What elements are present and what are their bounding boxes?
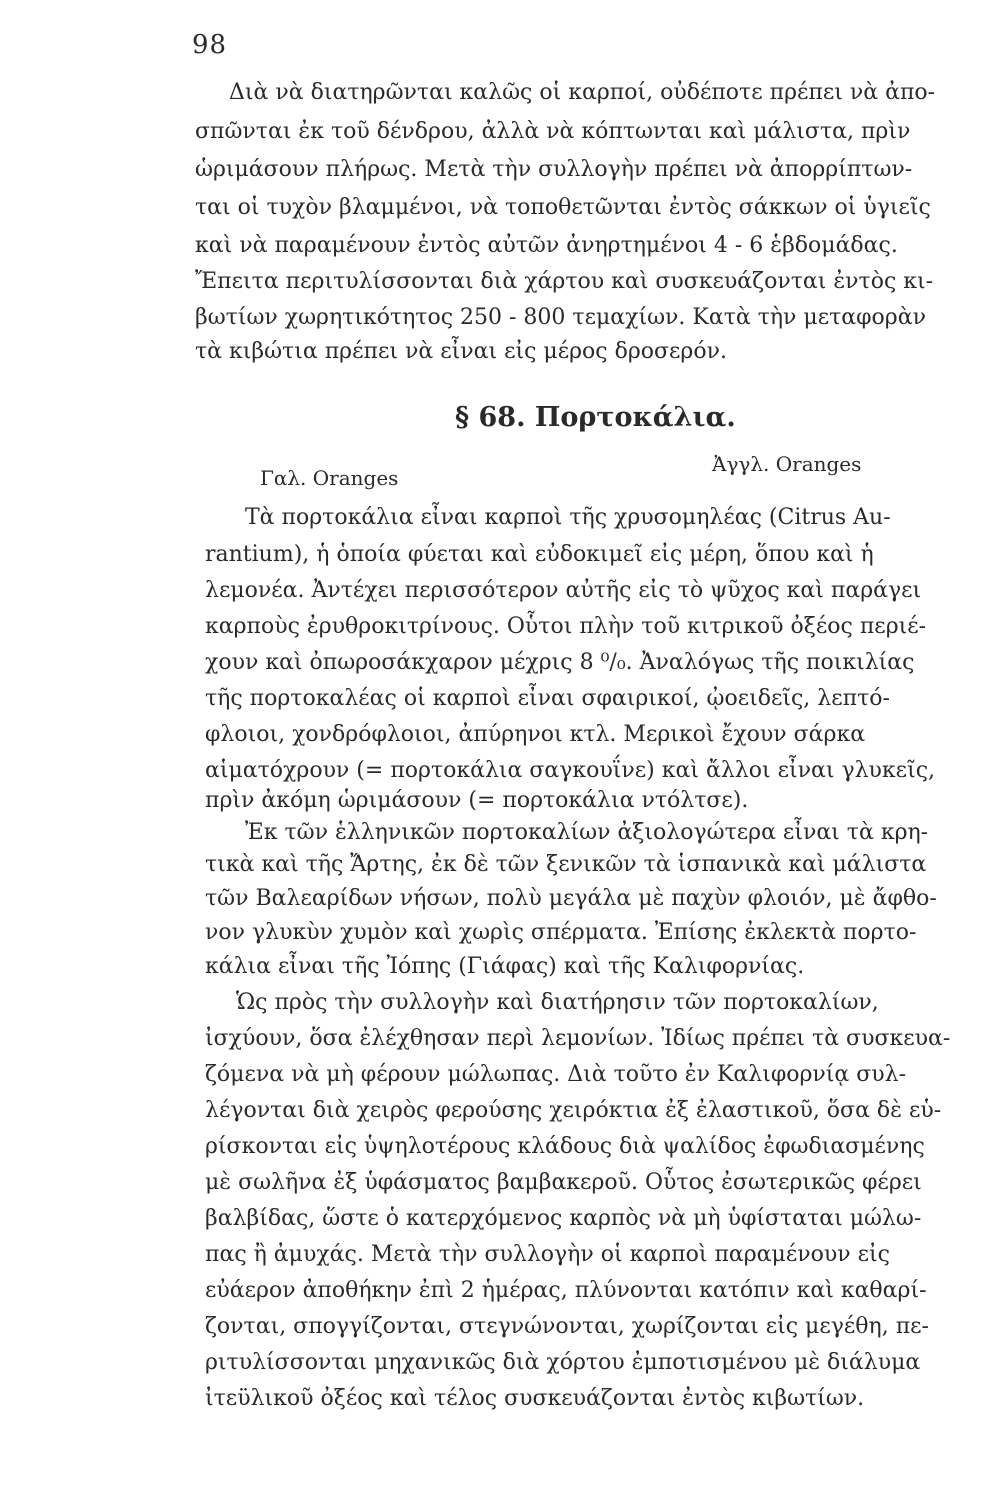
text-line: ριτυλίσσονται μηχανικῶς διὰ χόρτου ἐμποτισμένου μὲ διάλυμα (205, 1350, 921, 1375)
text-line: τῆς πορτοκαλέας οἱ καρποὶ εἶναι σφαιρικοί, ᾠοειδεῖς, λεπτό- (205, 686, 890, 711)
text-line: ζονται, σπογγίζονται, στεγνώνονται, χωρίζονται εἰς μεγέθη, πε- (205, 1314, 929, 1339)
page-number: 98 (192, 30, 228, 60)
text-line: καὶ νὰ παραμένουν ἐντὸς αὐτῶν ἀνηρτημένοι 4 - 6 ἑβδομάδας. (195, 233, 898, 258)
text-line: ἰσχύουν, ὅσα ἐλέχθησαν περὶ λεμονίων. Ἰδίως πρέπει τὰ συσκευα- (205, 1026, 951, 1051)
text-line: Τὰ πορτοκάλια εἶναι καρποὶ τῆς χρυσομηλέας (Citrus Au- (245, 505, 891, 530)
french-name: Γαλ. Oranges (260, 466, 399, 490)
text-line: rantium), ἡ ὁποία φύεται καὶ εὐδοκιμεῖ εἰς μέρη, ὅπου καὶ ἡ (205, 542, 874, 567)
text-line: κάλια εἶναι τῆς Ἰόπης (Γιάφας) καὶ τῆς Καλιφορνίας. (205, 954, 805, 979)
text-line: Ἐκ τῶν ἑλληνικῶν πορτοκαλίων ἀξιολογώτερα εἶναι τὰ κρη- (245, 820, 929, 845)
text-line: ται οἱ τυχὸν βλαμμένοι, νὰ τοποθετῶνται ἐντὸς σάκκων οἱ ὑγιεῖς (195, 195, 931, 220)
text-line: εὐάερον ἀποθήκην ἐπὶ 2 ἡμέρας, πλύνονται κατόπιν καὶ καθαρί- (205, 1278, 927, 1303)
text-line: λεμονέα. Ἀντέχει περισσότερον αὐτῆς εἰς τὸ ψῦχος καὶ παράγει (205, 578, 922, 603)
text-line: φλοιοι, χονδρόφλοιοι, ἀπύρηνοι κτλ. Μερικοὶ ἔχουν σάρκα (205, 722, 866, 747)
text-line: τικὰ καὶ τῆς Ἄρτης, ἐκ δὲ τῶν ξενικῶν τὰ ἱσπανικὰ καὶ μάλιστα (205, 852, 927, 877)
text-line: λέγονται διὰ χειρὸς φερούσης χειρόκτια ἐξ ἐλαστικοῦ, ὅσα δὲ εὑ- (205, 1098, 942, 1123)
text-line: μὲ σωλῆνα ἐξ ὑφάσματος βαμβακεροῦ. Οὗτος ἐσωτερικῶς φέρει (205, 1170, 922, 1195)
english-name: Ἀγγλ. Oranges (712, 452, 862, 476)
text-line: βαλβίδας, ὥστε ὁ κατερχόμενος καρπὸς νὰ μὴ ὑφίσταται μώλω- (205, 1206, 922, 1231)
text-line: ρίσκονται εἰς ὑψηλοτέρους κλάδους διὰ ψαλίδος ἐφωδιασμένης (205, 1134, 925, 1159)
text-line: χουν καὶ ὀπωροσάκχαρον μέχρις 8 ⁰/₀. Ἀναλόγως τῆς ποικιλίας (205, 650, 915, 675)
text-line: βωτίων χωρητικότητος 250 - 800 τεμαχίων. Κατὰ τὴν μεταφορὰν (195, 305, 926, 330)
text-line: Ὡς πρὸς τὴν συλλογὴν καὶ διατήρησιν τῶν πορτοκαλίων, (236, 990, 879, 1015)
text-line: ἰτεϋλικοῦ ὀξέος καὶ τέλος συσκευάζονται ἐντὸς κιβωτίων. (205, 1386, 865, 1411)
text-line: Διὰ νὰ διατηρῶνται καλῶς οἱ καρποί, οὐδέποτε πρέπει νὰ ἀπο- (229, 80, 936, 105)
text-line: καρποὺς ἐρυθροκιτρίνους. Οὗτοι πλὴν τοῦ κιτρικοῦ ὀξέος περιέ- (205, 614, 927, 639)
text-line: τῶν Βαλεαρίδων νήσων, πολὺ μεγάλα μὲ παχὺν φλοιόν, μὲ ἄφθο- (205, 886, 937, 911)
section-heading: § 68. Πορτοκάλια. (455, 402, 736, 433)
text-line: ζόμενα νὰ μὴ φέρουν μώλωπας. Διὰ τοῦτο ἐν Καλιφορνίᾳ συλ- (205, 1062, 907, 1087)
text-line: αἱματόχρουν (= πορτοκάλια σαγκουΐνε) καὶ ἄλλοι εἶναι γλυκεῖς, (205, 758, 936, 783)
text-line: Ἔπειτα περιτυλίσσονται διὰ χάρτου καὶ συσκευάζονται ἐντὸς κι- (195, 269, 934, 294)
text-line: ὡριμάσουν πλήρως. Μετὰ τὴν συλλογὴν πρέπει νὰ ἀπορρίπτων- (195, 157, 913, 182)
text-line: πας ἢ ἀμυχάς. Μετὰ τὴν συλλογὴν οἱ καρποὶ παραμένουν εἰς (205, 1242, 890, 1267)
text-line: πρὶν ἀκόμη ὡριμάσουν (= πορτοκάλια ντόλτσε). (205, 788, 749, 813)
text-line: νον γλυκὺν χυμὸν καὶ χωρὶς σπέρματα. Ἐπίσης ἐκλεκτὰ πορτο- (205, 920, 917, 945)
text-line: σπῶνται ἐκ τοῦ δένδρου, ἀλλὰ νὰ κόπτωνται καὶ μάλιστα, πρὶν (195, 119, 911, 144)
text-line: τὰ κιβώτια πρέπει νὰ εἶναι εἰς μέρος δροσερόν. (195, 339, 727, 364)
